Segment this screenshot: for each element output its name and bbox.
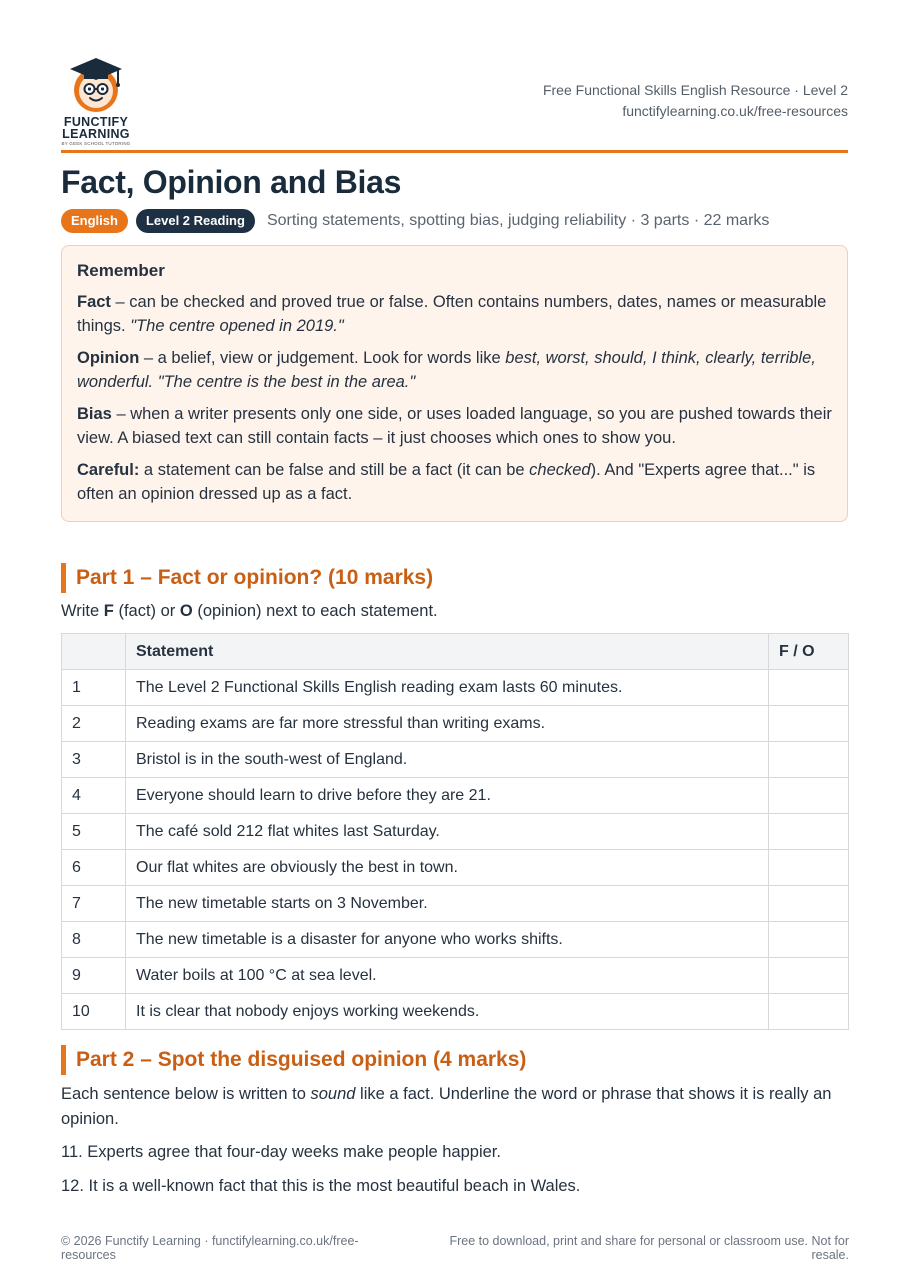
instr-f: F (103, 602, 114, 620)
answer-cell[interactable] (769, 850, 849, 886)
answer-cell[interactable] (769, 958, 849, 994)
statement-number: 8 (62, 922, 126, 958)
fact-term: Fact (77, 292, 111, 311)
fact-text: – can be checked and proved true or false. Often contains numbers, dates, names or measurable things. (77, 292, 827, 335)
answer-cell[interactable] (769, 778, 849, 814)
answer-cell[interactable] (769, 994, 849, 1030)
table-row (62, 994, 849, 1030)
brand-logo (61, 52, 131, 148)
table-row (62, 922, 849, 958)
bias-text: – when a writer presents only one side, or uses loaded language, so you are pushed towards their view. A biased text can still contain facts – it just chooses which ones to show you. (77, 404, 832, 447)
statement-text: The new timetable starts on 3 November. (126, 886, 769, 922)
statement-number: 10 (62, 994, 126, 1030)
instr-text: (opinion) next to each statement. (192, 602, 438, 620)
statement-number: 1 (62, 670, 126, 706)
instr-text: Write (61, 602, 104, 620)
statement-text: Water boils at 100 °C at sea level. (126, 958, 769, 994)
logo-wordmark-line2: LEARNING (62, 127, 130, 141)
table-row (62, 850, 849, 886)
part1-instructions (61, 599, 438, 624)
table-row (62, 742, 849, 778)
careful-note (77, 458, 832, 507)
page-title: Fact, Opinion and Bias (61, 164, 402, 200)
column-header-answer: F / O (769, 634, 849, 670)
column-header-statement: Statement (126, 634, 769, 670)
resource-url: functifylearning.co.uk/free-resources (622, 103, 848, 119)
table-row (62, 670, 849, 706)
remember-callout (61, 245, 848, 522)
statement-text: Our flat whites are obviously the best in town. (126, 850, 769, 886)
statement-number: 5 (62, 814, 126, 850)
logo-wordmark-line1: FUNCTIFY (63, 115, 129, 129)
bias-definition (77, 402, 832, 451)
meta-row (61, 209, 769, 233)
part1-heading: Part 1 – Fact or opinion? (10 marks) (61, 563, 433, 593)
instr-o: O (179, 602, 193, 620)
instr-text: (fact) or (113, 602, 180, 620)
fact-definition (77, 290, 832, 339)
instr-text: like a fact. Underline the word or phrase that shows it is really an opinion. (61, 1085, 832, 1128)
column-header-number (62, 634, 126, 670)
resource-label: Free Functional Skills English Resource · Level 2 (542, 82, 848, 98)
statement-number: 9 (62, 958, 126, 994)
statement-number: 3 (62, 742, 126, 778)
careful-text-after: ). And "Experts agree that..." is often an opinion dressed up as a fact. (77, 460, 816, 503)
answer-cell[interactable] (769, 886, 849, 922)
fact-example: "The centre opened in 2019." (130, 317, 344, 335)
opinion-keywords: best, worst, should, I think, clearly, terrible, wonderful. (77, 348, 816, 391)
statement-text: It is clear that nobody enjoys working weekends. (126, 994, 769, 1030)
statement-text: Reading exams are far more stressful than writing exams. (126, 706, 769, 742)
part2-heading: Part 2 – Spot the disguised opinion (4 marks) (61, 1045, 526, 1075)
header-info (543, 80, 848, 122)
subject-badge: English (61, 209, 128, 233)
page-header (61, 0, 848, 153)
table-header-row (62, 634, 849, 670)
table-row (62, 958, 849, 994)
answer-cell[interactable] (769, 706, 849, 742)
table-row (62, 814, 849, 850)
question-11: 11. Experts agree that four-day weeks make people happier. (61, 1143, 501, 1161)
instr-emphasis: sound (310, 1085, 356, 1103)
footer-copyright: © 2026 Functify Learning · functifylearning.co.uk/free-resources (61, 1234, 359, 1262)
statement-number: 4 (62, 778, 126, 814)
opinion-example: "The centre is the best in the area." (153, 373, 416, 391)
answer-cell[interactable] (769, 670, 849, 706)
graduate-mascot-icon (66, 54, 126, 114)
answer-cell[interactable] (769, 742, 849, 778)
careful-term: Careful: (77, 460, 140, 479)
opinion-text: – a belief, view or judgement. Look for words like (139, 348, 506, 367)
statement-number: 6 (62, 850, 126, 886)
answer-cell[interactable] (769, 814, 849, 850)
answer-cell[interactable] (769, 922, 849, 958)
careful-emphasis: checked (529, 460, 591, 479)
statement-number: 2 (62, 706, 126, 742)
remember-heading: Remember (77, 261, 165, 280)
bias-term: Bias (77, 404, 112, 423)
logo-tagline: BY GEEK SCHOOL TUTORING (61, 141, 131, 146)
statement-text: Everyone should learn to drive before they are 21. (126, 778, 769, 814)
statement-number: 7 (62, 886, 126, 922)
part2-instructions (61, 1082, 848, 1132)
table-row (62, 778, 849, 814)
table-row (62, 706, 849, 742)
opinion-term: Opinion (77, 348, 140, 367)
statement-text: Bristol is in the south-west of England. (126, 742, 769, 778)
opinion-definition (77, 346, 832, 395)
worksheet-summary: Sorting statements, spotting bias, judging reliability · 3 parts · 22 marks (266, 212, 770, 229)
footer-licence: Free to download, print and share for personal or classroom use. Not for resale. (449, 1234, 849, 1262)
statement-text: The new timetable is a disaster for anyone who works shifts. (126, 922, 769, 958)
fact-opinion-table (61, 633, 849, 1030)
level-badge: Level 2 Reading (136, 209, 255, 233)
statement-text: The Level 2 Functional Skills English reading exam lasts 60 minutes. (126, 670, 769, 706)
careful-text-before: a statement can be false and still be a fact (it can be (139, 460, 530, 479)
question-12: 12. It is a well-known fact that this is the most beautiful beach in Wales. (61, 1177, 581, 1195)
instr-text: Each sentence below is written to (61, 1085, 311, 1103)
table-row (62, 886, 849, 922)
statement-text: The café sold 212 flat whites last Saturday. (126, 814, 769, 850)
